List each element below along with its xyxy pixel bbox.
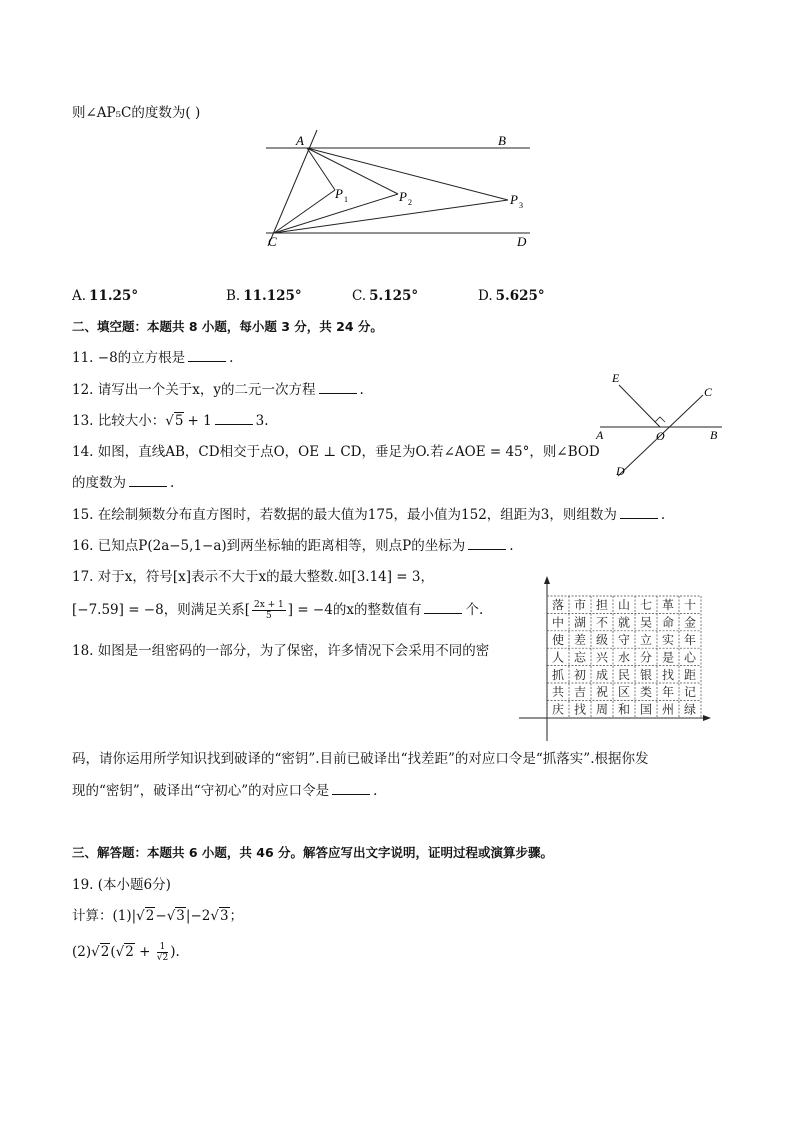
sqrt-sign: √ — [166, 908, 176, 924]
grid-cell-char: 担 — [595, 598, 609, 613]
grid-cell-char: 立 — [639, 633, 653, 647]
grid-characters — [552, 597, 697, 716]
q11-text: 11. −8的立方根是 — [72, 350, 186, 366]
choice-value: 11.125° — [243, 288, 302, 304]
q17-end: 个. — [465, 602, 484, 618]
grid-cell-char: 人 — [551, 650, 565, 665]
choice-value: 11.25° — [89, 288, 139, 304]
sqrt-sign: √ — [165, 413, 174, 429]
grid-cell-char: 和 — [617, 702, 631, 717]
grid-cell-char: 周 — [595, 702, 609, 717]
choice-b[interactable] — [226, 288, 302, 304]
grid-cell-char: 共 — [551, 685, 565, 700]
label-p3: P — [510, 192, 518, 207]
grid-cell-char: 中 — [551, 615, 565, 630]
label-b: B — [710, 428, 718, 442]
sqrt-radicand: 2 — [125, 944, 134, 960]
grid-cell-char: 吴 — [639, 615, 653, 630]
grid-cell-char: 不 — [595, 615, 609, 630]
seg-cp1 — [274, 190, 335, 233]
grid-cell-char: 成 — [595, 667, 609, 682]
fraction-numerator: 2x + 1 — [253, 600, 284, 610]
label-c: C — [268, 234, 277, 249]
seg-cp3 — [274, 200, 508, 233]
grid-cell-char: 距 — [683, 667, 697, 682]
q18-line1: 18. 如图是一组密码的一部分，为了保密，许多情况下会采用不同的密 — [72, 643, 490, 659]
seg-ap2 — [307, 148, 398, 194]
fraction-denominator: 5 — [266, 611, 272, 621]
choice-value: 5.125° — [369, 288, 419, 304]
grid-cell-char: 心 — [683, 650, 697, 665]
grid-cell-char: 类 — [639, 685, 653, 700]
choice-c[interactable] — [352, 288, 418, 304]
answer-blank[interactable] — [620, 506, 658, 519]
x-axis-arrow — [703, 715, 711, 721]
q11-end: . — [229, 350, 234, 366]
sqrt-radicand: 3 — [219, 908, 229, 924]
grid-cell-char: 就 — [617, 615, 631, 630]
q17-line2 — [72, 600, 483, 621]
grid-cell-char: 守 — [617, 633, 631, 647]
q19-text: (2) — [72, 944, 92, 960]
q10-stem: 则∠AP₅C的度数为( ) — [72, 105, 201, 121]
sqrt-sign: √ — [136, 908, 145, 924]
grid-cell-char: 金 — [683, 615, 697, 630]
label-c: C — [704, 385, 713, 399]
label-p1: P — [335, 186, 343, 201]
sqrt-radicand: 2 — [100, 944, 110, 960]
grid-cell-char: 级 — [595, 633, 609, 647]
grid-cell-char: 落 — [551, 598, 565, 613]
q18-line2: 码，请你运用所学知识找到破译的“密钥”.目前已破译出“找差距”的对应口令是“抓落实”.根据你发 — [72, 751, 649, 767]
label-a: A — [296, 133, 304, 148]
q12 — [72, 381, 364, 399]
label-d: D — [517, 234, 527, 249]
grid-cell-char: 祝 — [595, 685, 609, 700]
label-d: D — [616, 464, 625, 478]
grid-cell-char: 抓 — [551, 667, 565, 682]
q19-text: 计算：(1)| — [72, 908, 137, 924]
grid-cell-char: 银 — [639, 667, 653, 682]
sqrt-sign: √ — [210, 908, 219, 924]
grid-cell-char: 记 — [683, 685, 697, 700]
grid-cell-char: 兴 — [595, 650, 609, 665]
choice-d[interactable] — [478, 288, 545, 304]
sqrt-radicand: 3 — [176, 908, 185, 924]
label-e: E — [612, 371, 620, 385]
choice-letter: C. — [352, 288, 367, 304]
grid-cell-char: 山 — [617, 598, 631, 613]
q14-line2 — [72, 474, 174, 492]
grid-cell-char: 找 — [661, 667, 675, 682]
q14-figure — [590, 368, 730, 478]
grid-cell-char: 国 — [639, 702, 653, 717]
grid-cell-char: 水 — [617, 650, 631, 665]
section3-title: 三、解答题：本题共 6 小题，共 46 分。解答应写出文字说明，证明过程或演算步骤。 — [72, 845, 554, 860]
label-p2-sub: 2 — [408, 198, 412, 207]
label-p2: P — [399, 189, 407, 204]
choice-a[interactable] — [72, 288, 138, 304]
choice-letter: B. — [226, 288, 241, 304]
q19-part2 — [72, 942, 180, 963]
paren: ( — [110, 944, 116, 960]
right-angle-mark — [655, 417, 665, 422]
grid-cell-char: 十 — [683, 598, 697, 613]
grid-cell-char: 庆 — [551, 702, 565, 717]
fraction — [252, 600, 286, 621]
q13-end: 3. — [255, 413, 269, 429]
answer-blank[interactable] — [215, 412, 253, 425]
q19-text-c: ； — [229, 908, 244, 924]
answer-blank[interactable] — [319, 381, 357, 394]
fraction — [157, 942, 168, 963]
grid-cell-char: 找 — [573, 702, 587, 717]
minus: − — [155, 908, 167, 924]
fraction-numerator: 1 — [157, 942, 168, 953]
q17-line1: 17. 对于x，符号[x]表示不大于x的最大整数.如[3.14] = 3， — [72, 569, 435, 585]
grid-cell-char: 七 — [639, 598, 653, 613]
q16 — [72, 537, 514, 555]
q19-end: ). — [170, 944, 180, 960]
q14-line1: 14. 如图，直线AB，CD相交于点O，OE ⊥ CD，垂足为O.若∠AOE = 45°，则∠BOD — [72, 444, 600, 460]
grid-cell-char: 州 — [661, 702, 675, 717]
choice-letter: D. — [478, 288, 493, 304]
grid-cell-char: 区 — [617, 685, 631, 700]
grid-cell-char: 吉 — [573, 685, 587, 700]
q17-text: [−7.59] = −8，则满足关系[ — [72, 602, 250, 618]
answer-blank[interactable] — [468, 537, 506, 550]
q11 — [72, 349, 233, 367]
q14-end: . — [170, 475, 175, 491]
grid-cell-char: 忘 — [573, 650, 587, 665]
choice-letter: A. — [72, 288, 87, 304]
grid-cell-char: 使 — [551, 633, 565, 647]
fraction-denominator: √2 — [156, 953, 169, 963]
grid-cell-char: 民 — [617, 667, 631, 682]
line-ac — [268, 130, 317, 246]
q18-end: . — [373, 783, 378, 799]
answer-blank[interactable] — [332, 782, 370, 795]
q13-text: 13. 比较大小： — [72, 413, 166, 429]
sqrt-sign: √ — [115, 944, 125, 960]
grid-cell-char: 差 — [573, 633, 587, 647]
label-b: B — [498, 133, 506, 148]
q15 — [72, 506, 665, 524]
grid-cell-char: 绿 — [683, 702, 697, 717]
section2-title: 二、填空题：本题共 8 小题，每小题 3 分，共 24 分。 — [72, 319, 383, 334]
q10-figure — [260, 128, 540, 252]
grid-cell-char: 年 — [683, 633, 697, 647]
grid-cell-char: 初 — [573, 667, 587, 682]
ray-oe — [619, 385, 660, 427]
answer-blank[interactable] — [188, 349, 226, 362]
choice-value: 5.625° — [495, 288, 545, 304]
grid-cell-char: 市 — [573, 598, 587, 613]
answer-blank[interactable] — [129, 474, 167, 487]
label-p1-sub: 1 — [344, 195, 348, 204]
answer-blank[interactable] — [424, 601, 462, 614]
q18-cipher-grid — [516, 575, 712, 743]
q16-text: 16. 已知点P(2a−5,1−a)到两坐标轴的距离相等，则点P的坐标为 — [72, 538, 466, 554]
q12-text: 12. 请写出一个关于x，y的二元一次方程 — [72, 382, 316, 398]
grid-cell-char: 分 — [639, 650, 653, 665]
grid-cell-char: 革 — [661, 598, 675, 613]
q19-header: 19. (本小题6分) — [72, 877, 171, 893]
q19-part1 — [72, 907, 243, 925]
q15-text: 15. 在绘制频数分布直方图时，若数据的最大值为175，最小值为152，组距为3，则组数为 — [72, 507, 617, 523]
grid-cell-char: 实 — [661, 633, 675, 647]
grid-cell-char: 命 — [661, 615, 675, 630]
q13 — [72, 412, 269, 430]
q15-end: . — [660, 507, 666, 523]
q14-text: 的度数为 — [72, 475, 126, 491]
sqrt-radicand: 5 — [174, 413, 184, 429]
q18-text: 现的“密钥”，破译出“守初心”的对应口令是 — [72, 783, 330, 799]
label-a: A — [596, 428, 604, 442]
q18-line3 — [72, 782, 377, 800]
sqrt-radicand: 2 — [145, 908, 155, 924]
y-axis-arrow — [544, 576, 550, 584]
label-o: O — [656, 429, 665, 443]
q19-text-b: |−2 — [185, 908, 211, 924]
q12-end: . — [359, 382, 364, 398]
label-p3-sub: 3 — [519, 201, 523, 210]
grid-cell-char: 湖 — [573, 615, 587, 630]
plus: + — [134, 944, 155, 960]
q16-end: . — [509, 538, 514, 554]
sqrt-sign: √ — [91, 944, 100, 960]
grid-cell-char: 是 — [661, 650, 675, 665]
grid-cell-char: 年 — [661, 685, 675, 700]
q13-plus-one: + 1 — [187, 413, 212, 429]
q17-text-b: ] = −4的x的整数值有 — [287, 602, 422, 618]
